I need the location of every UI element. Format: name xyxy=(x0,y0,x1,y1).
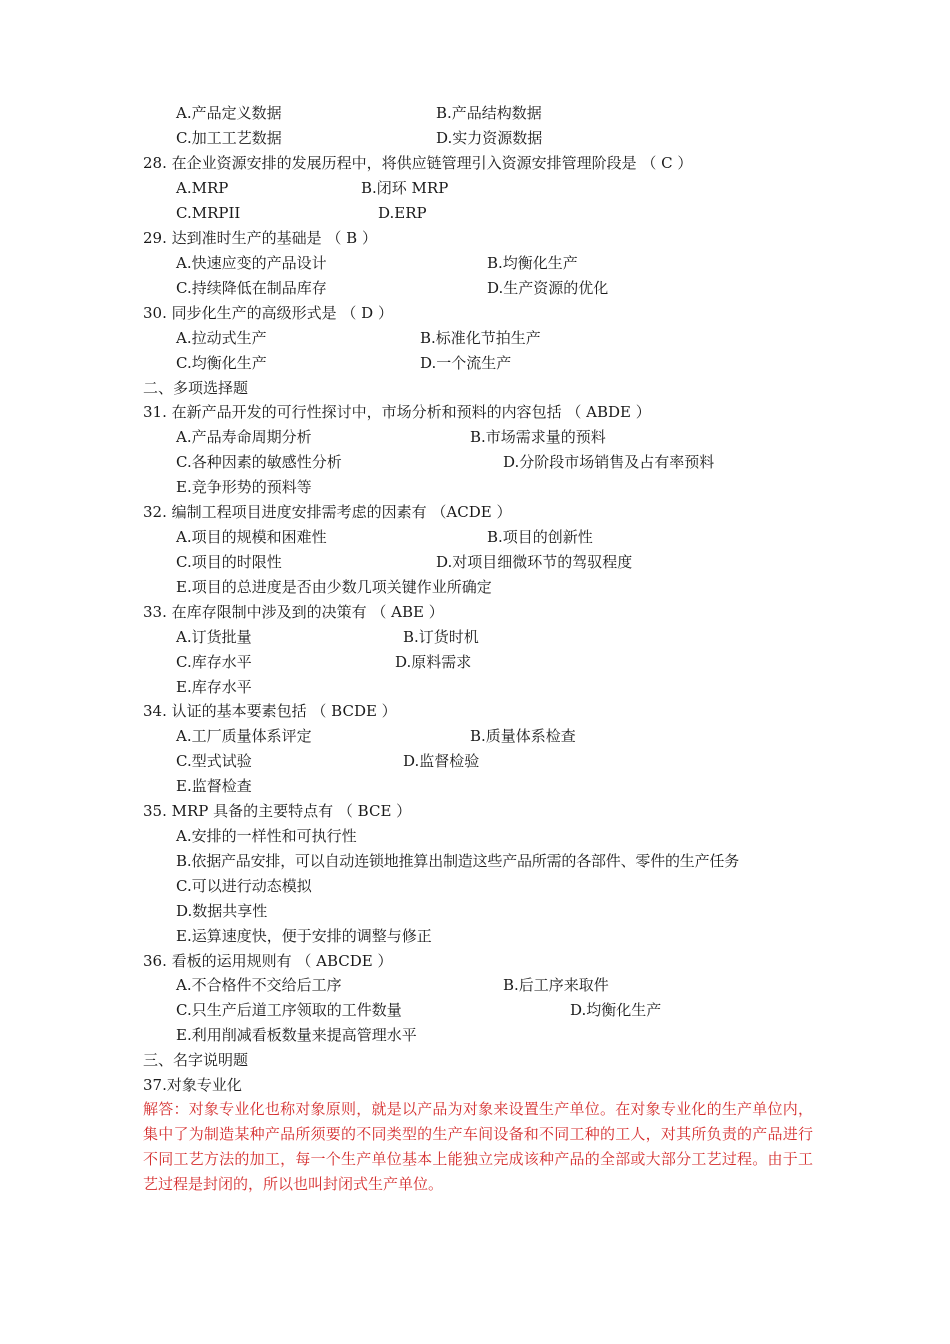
q33-option-d: D.原料需求 xyxy=(395,653,472,671)
q35-option-a: A.安排的一样性和可执行性 xyxy=(176,827,357,845)
q34-stem: 34. 认证的基本要素包括 （ BCDE ） xyxy=(143,702,397,720)
q37-answer: 解答：对象专业化也称对象原则，就是以产品为对象来设置生产单位。在对象专业化的生产单位内，集中了为制造某种产品所须要的不同类型的生产车间设备和不同工种的工人，对其所负责的产品进行不同工艺方法的加工，每一个生产单位基本上能独立完成该种产品的全部或大部分工艺过程。由于工艺过程是封闭的，所以也叫封闭式生产单位。 xyxy=(143,1100,813,1193)
q34-option-c: C.型式试验 xyxy=(176,752,252,770)
q32-stem: 32. 编制工程项目进度安排需考虑的因素有 （ACDE ） xyxy=(143,503,512,521)
q35-option-b: B.依据产品安排，可以自动连锁地推算出制造这些产品所需的各部件、零件的生产任务 xyxy=(176,852,739,870)
q34-option-e: E.监督检查 xyxy=(176,777,252,795)
q28-option-c: C.MRPII xyxy=(176,204,241,222)
q36-option-b: B.后工序来取件 xyxy=(503,976,609,994)
q36-option-c: C.只生产后道工序领取的工件数量 xyxy=(176,1001,402,1019)
q33-option-c: C.库存水平 xyxy=(176,653,252,671)
q29-option-d: D.生产资源的优化 xyxy=(487,279,609,297)
q34-option-a: A.工厂质量体系评定 xyxy=(176,727,312,745)
section-heading-term-explanation: 三、名字说明题 xyxy=(143,1051,249,1069)
q27-option-c: C.加工工艺数据 xyxy=(176,129,282,147)
q31-option-d: D.分阶段市场销售及占有率预料 xyxy=(503,453,715,471)
q37-stem: 37.对象专业化 xyxy=(143,1076,242,1094)
q31-option-c: C.各种因素的敏感性分析 xyxy=(176,453,342,471)
q30-option-b: B.标准化节拍生产 xyxy=(420,329,541,347)
q31-option-b: B.市场需求量的预料 xyxy=(470,428,606,446)
q36-option-a: A.不合格件不交给后工序 xyxy=(176,976,342,994)
q28-option-b: B.闭环 MRP xyxy=(361,179,449,197)
q30-option-a: A.拉动式生产 xyxy=(176,329,267,347)
q31-option-e: E.竞争形势的预料等 xyxy=(176,478,312,496)
q35-option-e: E.运算速度快，便于安排的调整与修正 xyxy=(176,927,432,945)
q35-option-d: D.数据共享性 xyxy=(176,902,268,920)
q33-option-b: B.订货时机 xyxy=(403,628,479,646)
q30-stem: 30. 同步化生产的高级形式是 （ D ） xyxy=(143,304,393,322)
q30-option-c: C.均衡化生产 xyxy=(176,354,267,372)
q36-option-d: D.均衡化生产 xyxy=(570,1001,662,1019)
q33-option-e: E.库存水平 xyxy=(176,678,252,696)
q29-option-c: C.持续降低在制品库存 xyxy=(176,279,327,297)
q29-option-b: B.均衡化生产 xyxy=(487,254,578,272)
q29-stem: 29. 达到准时生产的基础是 （ B ） xyxy=(143,229,377,247)
section-heading-multiple-choice: 二、多项选择题 xyxy=(143,379,249,397)
q36-option-e: E.利用削减看板数量来提高管理水平 xyxy=(176,1026,417,1044)
q27-option-d: D.实力资源数据 xyxy=(436,129,543,147)
q34-option-b: B.质量体系检查 xyxy=(470,727,576,745)
q35-option-c: C.可以进行动态模拟 xyxy=(176,877,312,895)
q32-option-c: C.项目的时限性 xyxy=(176,553,282,571)
q35-stem: 35. MRP 具备的主要特点有 （ BCE ） xyxy=(143,802,412,820)
q31-option-a: A.产品寿命周期分析 xyxy=(176,428,312,446)
q32-option-e: E.项目的总进度是否由少数几项关键作业所确定 xyxy=(176,578,492,596)
q36-stem: 36. 看板的运用规则有 （ ABCDE ） xyxy=(143,952,393,970)
q29-option-a: A.快速应变的产品设计 xyxy=(176,254,327,272)
q33-stem: 33. 在库存限制中涉及到的决策有 （ ABE ） xyxy=(143,603,444,621)
q28-stem: 28. 在企业资源安排的发展历程中，将供应链管理引入资源安排管理阶段是 （ C ） xyxy=(143,154,693,172)
q27-option-b: B.产品结构数据 xyxy=(436,104,542,122)
q28-option-d: D.ERP xyxy=(378,204,427,222)
q30-option-d: D.一个流生产 xyxy=(420,354,512,372)
q33-option-a: A.订货批量 xyxy=(176,628,252,646)
q32-option-d: D.对项目细微环节的驾驭程度 xyxy=(436,553,633,571)
q28-option-a: A.MRP xyxy=(176,179,229,197)
q27-option-a: A.产品定义数据 xyxy=(176,104,282,122)
q34-option-d: D.监督检验 xyxy=(403,752,480,770)
q32-option-a: A.项目的规模和困难性 xyxy=(176,528,327,546)
q31-stem: 31. 在新产品开发的可行性探讨中，市场分析和预料的内容包括 （ ABDE ） xyxy=(143,403,651,421)
q32-option-b: B.项目的创新性 xyxy=(487,528,593,546)
